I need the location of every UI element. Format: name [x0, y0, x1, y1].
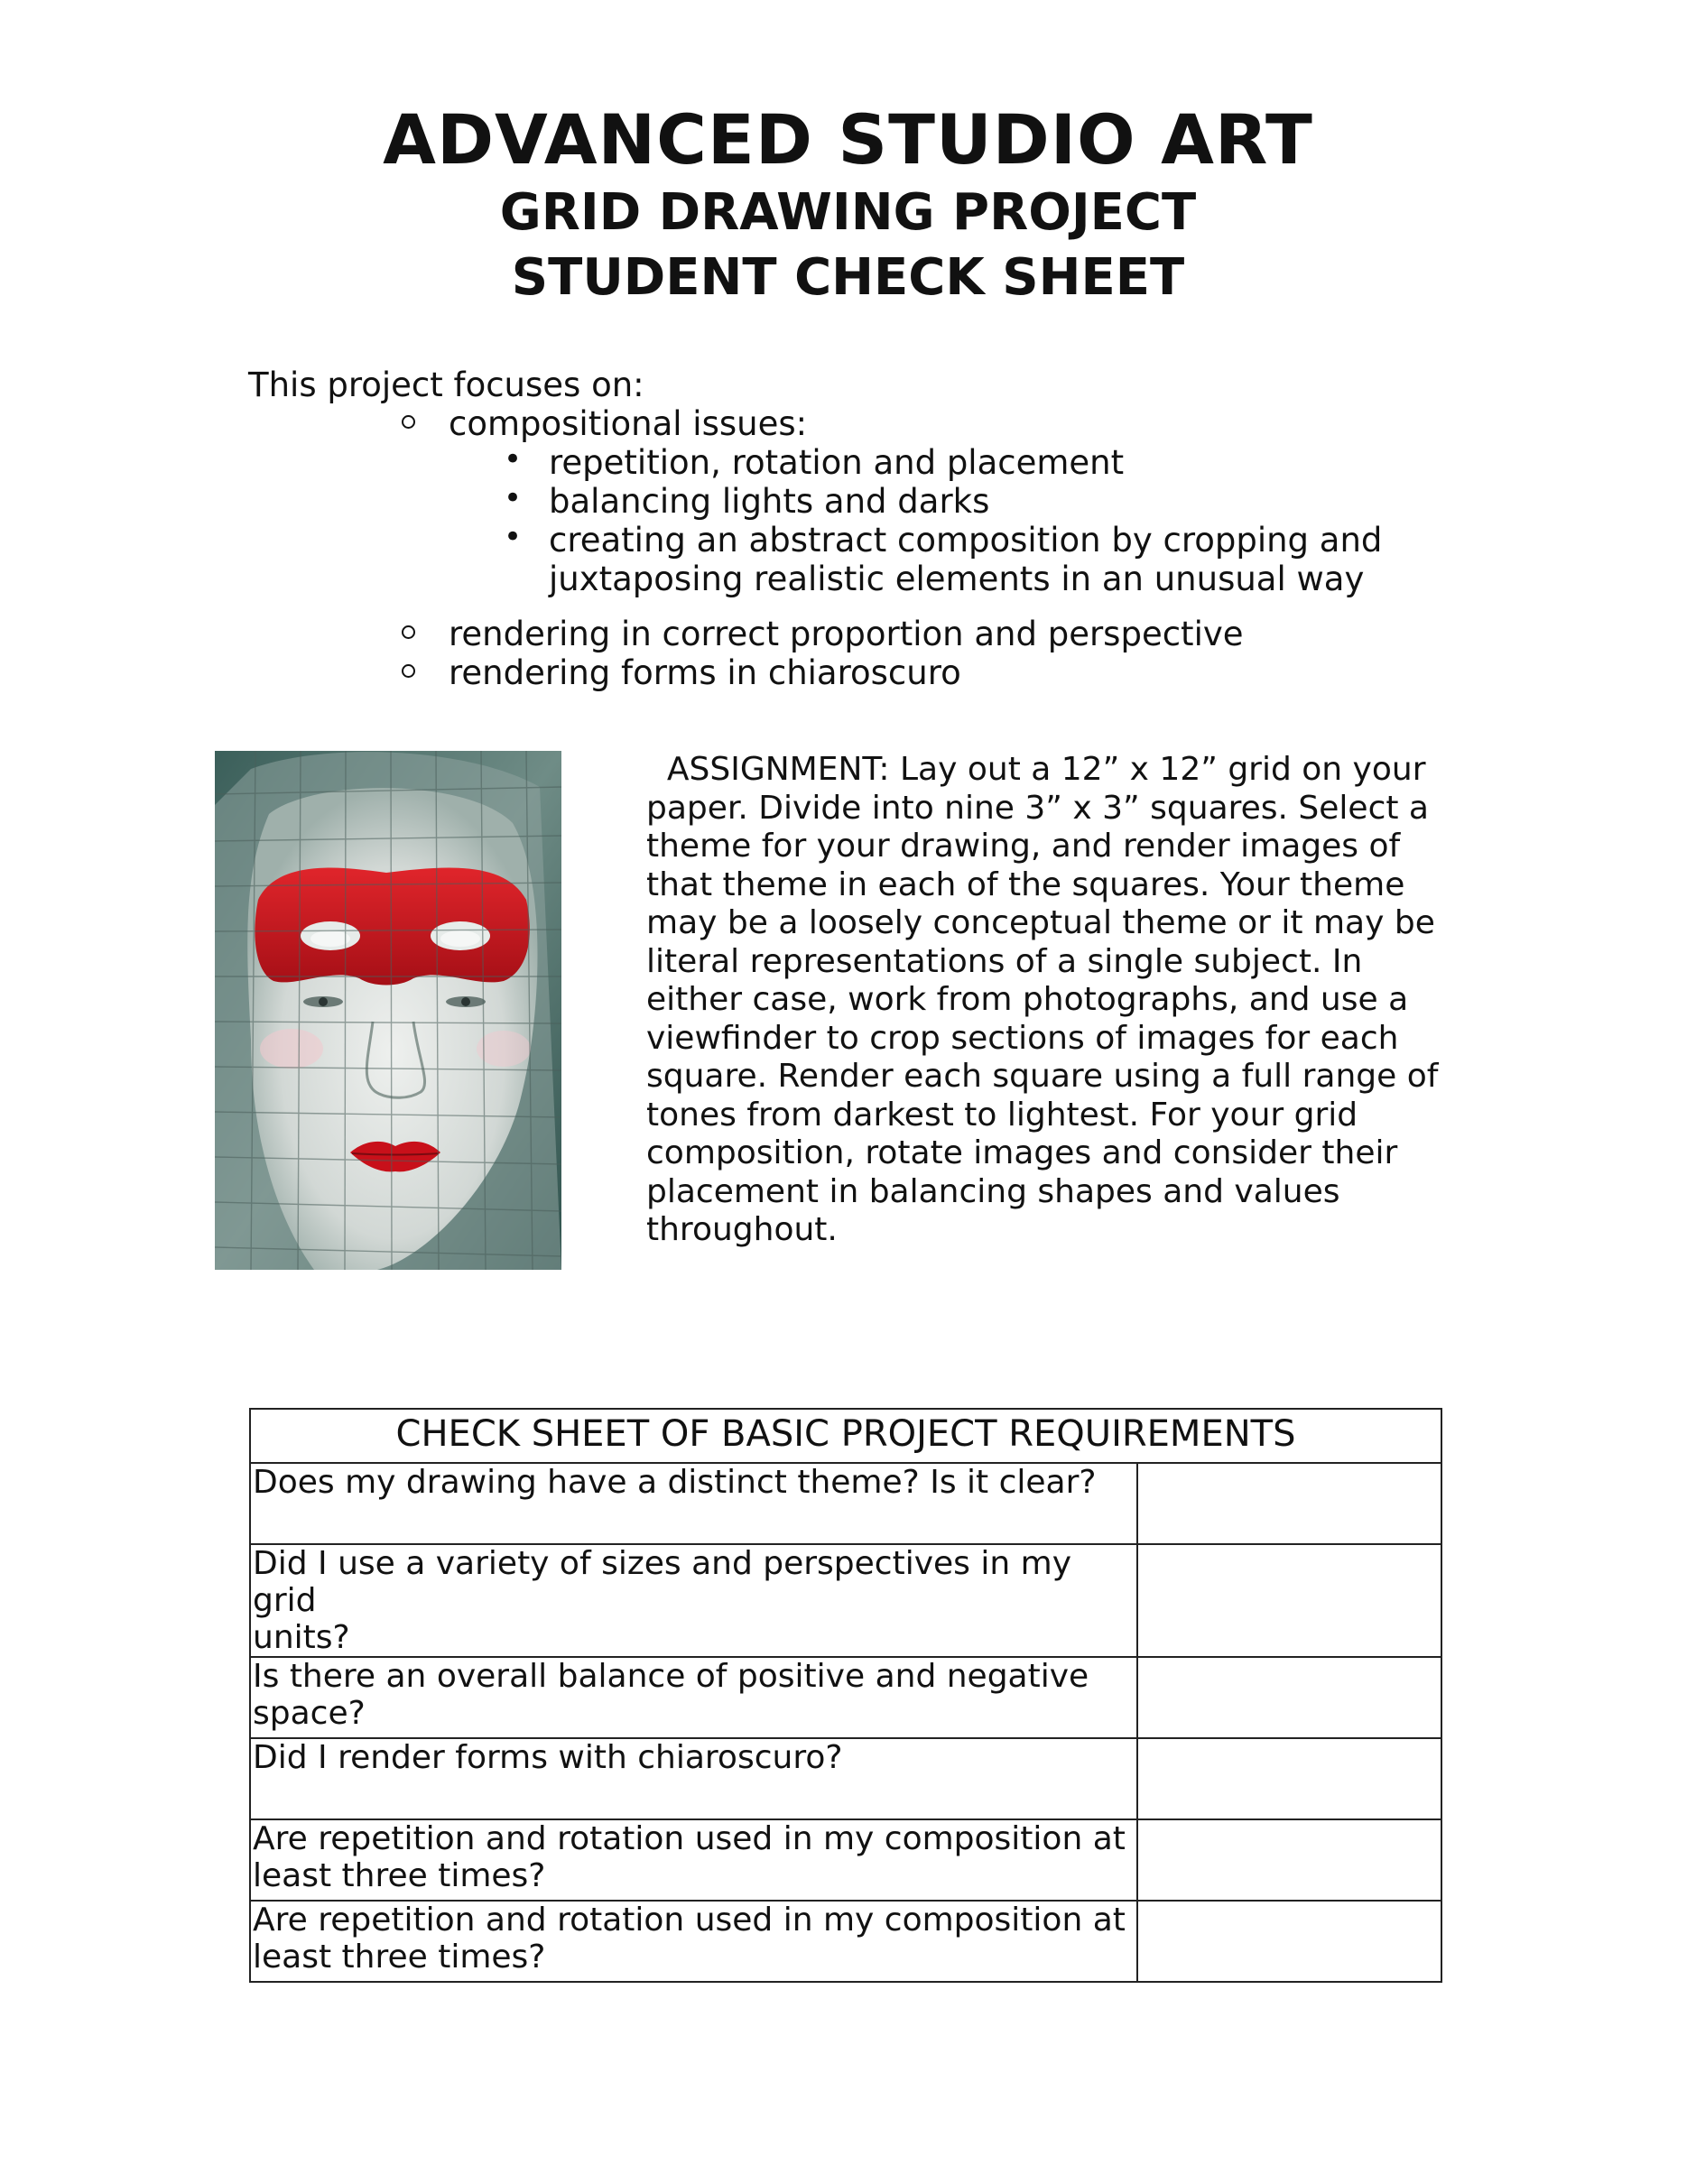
- table-row: [250, 1901, 1441, 1982]
- focus-subitem: [248, 443, 1422, 482]
- assignment-line: may be a loosely conceptual theme or it may be: [646, 904, 1435, 941]
- assignment-line: placement in balancing shapes and values: [646, 1172, 1340, 1210]
- question-text: Does my drawing have a distinct theme? Is it clear?: [253, 1464, 1097, 1501]
- focus-subitem-label-cont: juxtaposing realistic elements in an unusual way: [549, 560, 1365, 598]
- assignment-line: ASSIGNMENT: Lay out a 12” x 12” grid on your: [646, 751, 1426, 788]
- focus-subitem: [248, 521, 1422, 598]
- focus-subitem: [248, 482, 1422, 521]
- check-box-cell[interactable]: [1137, 1463, 1441, 1544]
- assignment-line: paper. Divide into nine 3” x 3” squares. Select a: [646, 789, 1429, 827]
- assignment-line: throughout.: [646, 1211, 838, 1248]
- check-box-cell[interactable]: [1137, 1819, 1441, 1901]
- bullet-icon: •: [504, 480, 523, 516]
- focus-item-label: rendering forms in chiaroscuro: [449, 653, 961, 692]
- question-text: Did I render forms with chiaroscuro?: [253, 1739, 843, 1776]
- question-text: Are repetition and rotation used in my composition at: [253, 1902, 1126, 1939]
- circle-bullet-icon: [402, 415, 415, 429]
- question-text: Are repetition and rotation used in my composition at: [253, 1820, 1126, 1857]
- question-text: Did I use a variety of sizes and perspectives in my grid: [253, 1545, 1071, 1619]
- question-cell: [250, 1901, 1137, 1982]
- table-row: [250, 1738, 1441, 1819]
- focus-item: [248, 653, 1422, 692]
- page-subtitle-checksheet: STUDENT CHECK SHEET: [511, 248, 1185, 307]
- example-artwork-image: [215, 751, 561, 1270]
- focus-item-label: compositional issues:: [449, 404, 808, 443]
- check-sheet-heading: CHECK SHEET OF BASIC PROJECT REQUIREMENTS: [250, 1409, 1441, 1463]
- page-subtitle-project: GRID DRAWING PROJECT: [499, 183, 1197, 242]
- focus-list: [248, 366, 1422, 692]
- focus-subitem-label: creating an abstract composition by cropping and: [549, 521, 1383, 560]
- page-title: ADVANCED STUDIO ART: [383, 99, 1313, 180]
- question-text-cont: units?: [253, 1619, 350, 1656]
- assignment-line: that theme in each of the squares. Your theme: [646, 865, 1405, 903]
- assignment-text: [646, 751, 1549, 1250]
- question-cell: [250, 1463, 1137, 1544]
- check-box-cell[interactable]: [1137, 1657, 1441, 1738]
- assignment-line: viewfinder to crop sections of images for each: [646, 1019, 1399, 1057]
- assignment-line: literal representations of a single subject. In: [646, 942, 1363, 980]
- question-cell: [250, 1819, 1137, 1901]
- question-text-cont: least three times?: [253, 1939, 546, 1976]
- focus-item-label: rendering in correct proportion and perspective: [449, 615, 1244, 653]
- focus-subitem-label: balancing lights and darks: [549, 482, 990, 521]
- question-text-cont: least three times?: [253, 1857, 546, 1894]
- assignment-line: either case, work from photographs, and use a: [646, 981, 1409, 1018]
- focus-item: [248, 615, 1422, 653]
- focus-item: [248, 404, 1422, 443]
- question-text: Is there an overall balance of positive and negative: [253, 1658, 1089, 1695]
- question-cell: [250, 1544, 1137, 1657]
- focus-subitem-label: repetition, rotation and placement: [549, 443, 1125, 482]
- title-block: [0, 99, 1696, 310]
- bullet-icon: •: [504, 441, 523, 477]
- assignment-line: theme for your drawing, and render images of: [646, 828, 1401, 865]
- circle-bullet-icon: [402, 625, 415, 639]
- check-box-cell[interactable]: [1137, 1738, 1441, 1819]
- assignment-line: square. Render each square using a full range of: [646, 1058, 1439, 1095]
- focus-intro: This project focuses on:: [248, 366, 644, 404]
- check-sheet-table: [249, 1408, 1442, 1983]
- question-cell: [250, 1657, 1137, 1738]
- question-text-cont: space?: [253, 1695, 366, 1732]
- circle-bullet-icon: [402, 664, 415, 678]
- check-box-cell[interactable]: [1137, 1901, 1441, 1982]
- check-box-cell[interactable]: [1137, 1544, 1441, 1657]
- table-row: [250, 1463, 1441, 1544]
- bullet-icon: •: [504, 519, 523, 555]
- assignment-line: composition, rotate images and consider their: [646, 1134, 1398, 1171]
- table-row: [250, 1657, 1441, 1738]
- question-cell: [250, 1738, 1137, 1819]
- table-row: [250, 1544, 1441, 1657]
- assignment-line: tones from darkest to lightest. For your grid: [646, 1096, 1358, 1134]
- table-row: [250, 1819, 1441, 1901]
